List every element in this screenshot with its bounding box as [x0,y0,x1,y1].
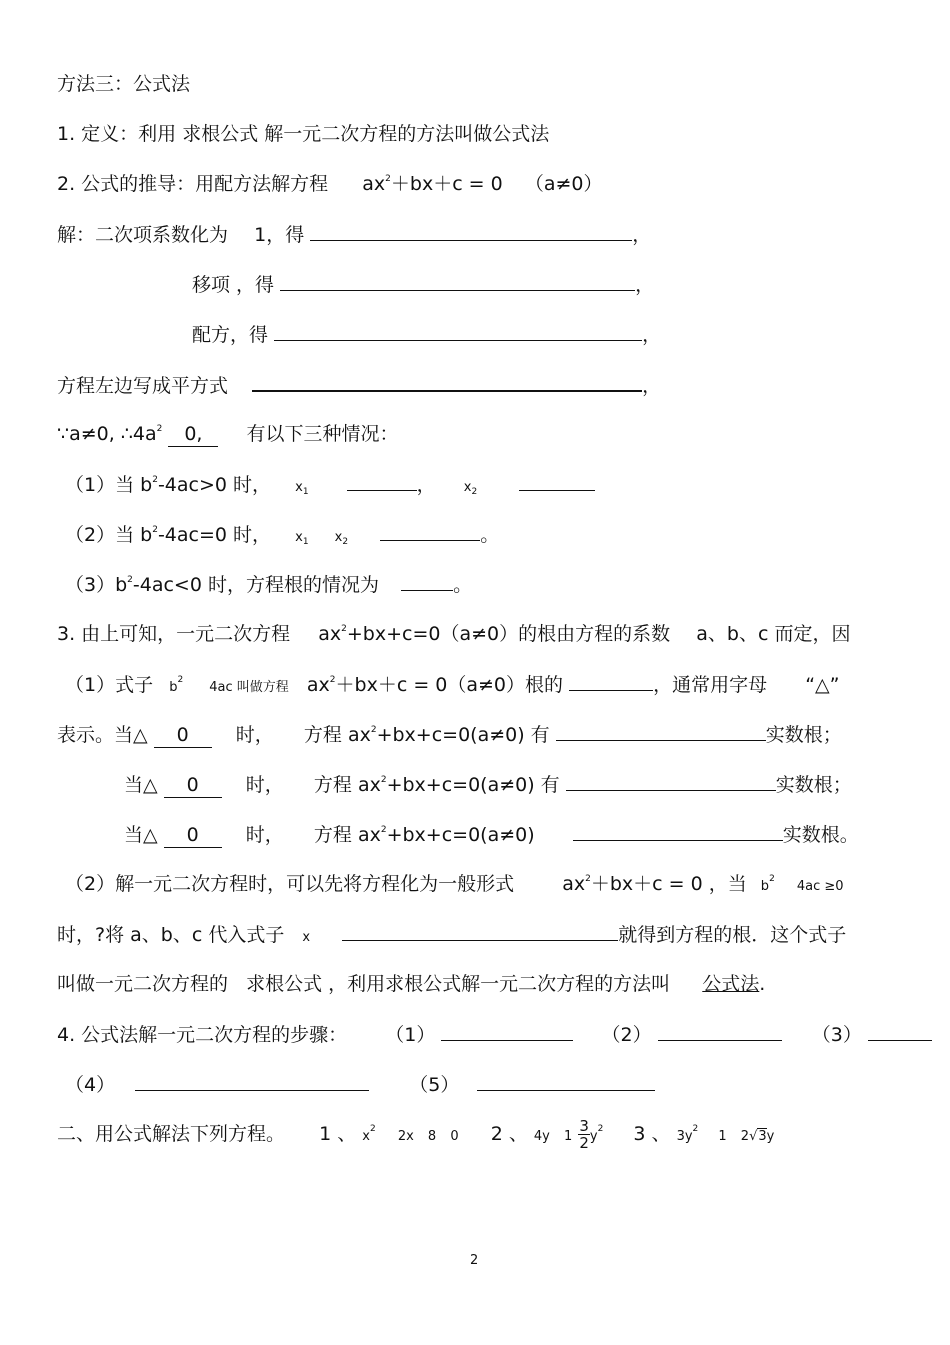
exercise-3: 3 、 $3y^2$ 1 2√3y [633,1123,775,1145]
solution-step-complete-square: 配方，得 ， [192,324,662,346]
answer-blank[interactable] [252,372,642,392]
delta-case-positive: 表示。当△ 0 时， 方程 $ax^2+bx+c=0(a\ne 0)$ 有 实数根； [57,724,842,746]
answer-blank[interactable] [868,1022,932,1041]
case-2: （2）当 $b^2-4ac=0$ 时， $x_1$ $x_2$ 。 [65,524,500,547]
substitute-line: 时，?将 a、b、c 代入式子 x 就得到方程的根．这个式子 [57,924,847,946]
discriminant-definition: （1）式子 $b^2$ 4ac 叫做方程 $ax^2+bx+c = 0(a\ne 0)$根的 ，通常用字母 “△” [65,674,840,696]
answer-blank[interactable] [573,822,783,841]
delta-case-zero: 当△ 0 时， 方程 $ax^2+bx+c=0(a\ne 0)$ 有 实数根； [124,774,852,796]
answer-blank[interactable] [342,922,618,941]
solution-step-normalize: 解：二次项系数化为 1，得 ， [57,224,652,246]
answer-blank[interactable] [569,672,653,691]
answer-blank[interactable] [380,522,480,541]
exercise-line: 二、用公式解法下列方程。 1 、 $x^2$ 2x 8 0 2 、 4y 1 $\frac{3}{2}$ $y^2$ 3 、 $3y^2$ 1 2√3y [57,1117,775,1152]
section-3-intro: 3. 由上可知，一元二次方程 $ax^2+bx+c=0(a\ne 0)$的根由方程的系数 a、b、c 而定，因 [57,623,851,645]
solution-step-transpose: 移项 ，得 ， [192,274,655,296]
answer-blank[interactable] [477,1072,655,1091]
solution-step-square-form: 方程左边写成平方式 ， [57,372,661,398]
answer-blank[interactable] [310,222,632,241]
answer-blank[interactable] [556,722,766,741]
answer-blank[interactable] [519,472,595,491]
answer-blank[interactable] [274,322,642,341]
case-1: （1）当 $b^2-4ac>0$ 时， $x_1$ ， $x_2$ [65,472,595,500]
filled-answer: 0 [164,823,222,848]
sqrt-symbol: √ [749,1129,758,1144]
exercise-2: 2 、 4y 1 $\frac{3}{2}$ $y^2$ [490,1117,604,1152]
answer-blank[interactable] [441,1022,573,1041]
definition-line: 1. 定义：利用 求根公式 解一元二次方程的方法叫做公式法 [57,123,550,145]
derivation-line: 2. 公式的推导：用配方法解方程 $ax^2+bx+c = 0$ （a≠0） [57,173,603,195]
exercise-1: 1 、 $x^2$ 2x 8 0 [319,1123,459,1145]
answer-blank[interactable] [347,472,417,491]
fraction: $\frac{3}{2}$ [579,1117,589,1152]
formula-name-line: 叫做一元二次方程的 求根公式 ，利用求根公式解一元二次方程的方法叫 公式法. [57,973,766,995]
filled-answer: 0, [168,422,218,447]
answer-blank[interactable] [401,572,453,591]
section-title: 方法三：公式法 [57,73,191,95]
filled-answer: 0 [164,773,222,798]
answer-blank[interactable] [135,1072,369,1091]
general-form-line: （2）解一元二次方程时，可以先将方程化为一般形式 $ax^2+bx+c = 0$ ，当 $b^2$ 4ac ≥0 [65,873,844,895]
filled-answer: 0 [154,723,212,748]
delta-case-negative: 当△ 0 时， 方程 $ax^2+bx+c=0(a\ne 0)$ 实数根。 [124,824,859,846]
case-3: $(3)b^2-4ac<0$ 时，方程根的情况为 。 [65,574,473,596]
answer-blank[interactable] [566,772,776,791]
steps-line-2: （4） （5） [65,1072,655,1097]
page-number: 2 [470,1253,479,1268]
answer-blank[interactable] [658,1022,782,1041]
condition-line: ∵a≠0, $\therefore 4a^2$ 0, 有以下三种情况： [57,423,399,445]
answer-blank[interactable] [280,272,635,291]
steps-line-1: 4. 公式法解一元二次方程的步骤： （1） （2） （3） [57,1022,932,1047]
formula-method-name: 公式法 [702,973,760,995]
